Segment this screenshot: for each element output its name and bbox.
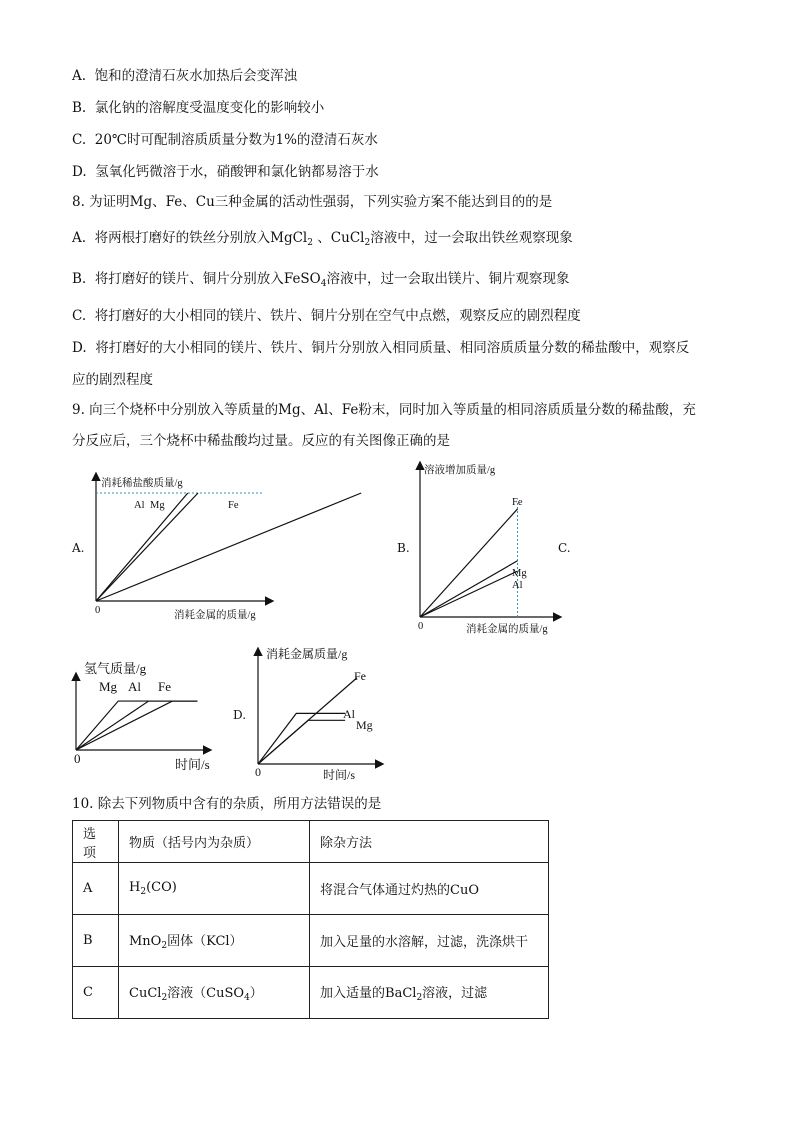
chart-d-series-al: [258, 713, 345, 764]
q9-stem-line1: 9. 向三个烧杯中分别放入等质量的Mg、Al、Fe粉末，同时加入等质量的相同溶质质量分数的稀盐酸，充: [72, 402, 696, 418]
chart-d-series-mg: [258, 720, 345, 764]
q9-option-c-label: C.: [558, 541, 571, 555]
row-option: A: [73, 863, 119, 915]
chart-d-ylabel: 消耗金属质量/g: [266, 647, 348, 661]
chart-b-origin: 0: [418, 621, 424, 632]
chart-b-series-mg: [420, 561, 518, 617]
chart-a-series-label-al: Al: [134, 500, 145, 511]
chart-c-origin: 0: [74, 751, 81, 766]
chart-d-origin: 0: [255, 765, 261, 779]
chart-a-ylabel: 消耗稀盐酸质量/g: [101, 478, 183, 489]
q8-option-d-line2: 应的剧烈程度: [72, 372, 153, 388]
q7-option-a: A. 饱和的澄清石灰水加热后会变浑浊: [72, 68, 298, 84]
chart-b-series-label-al: Al: [512, 580, 523, 591]
chart-a: [86, 468, 282, 622]
q8-option-d-line1: D. 将打磨好的大小相同的镁片、铁片、铜片分别放入相同质量、相同溶质质量分数的稀盐酸中，观察反: [72, 340, 690, 356]
chart-c-series-al: [76, 701, 197, 750]
q8-option-c: C. 将打磨好的大小相同的镁片、铁片、铜片分别在空气中点燃，观察反应的剧烈程度: [72, 308, 581, 324]
chart-d: [250, 644, 390, 784]
q8-option-a: A. 将两根打磨好的铁丝分别放入MgCl$_2$ 、CuCl$_2$溶液中，过一会取出铁丝观察现象: [72, 230, 573, 248]
chart-b: [410, 458, 570, 638]
header-cell: 除杂方法: [310, 821, 549, 863]
table-header-row: [73, 821, 549, 863]
chart-a-series-mg: [96, 493, 198, 601]
chart-d-series-label-fe: Fe: [354, 669, 366, 683]
row-option: C: [73, 967, 119, 1019]
chart-b-series-al: [420, 571, 518, 617]
q8-stem: 8. 为证明Mg、Fe、Cu三种金属的活动性强弱，下列实验方案不能达到目的的是: [72, 194, 553, 210]
row-method: 加入足量的水溶解，过滤，洗涤烘干: [310, 915, 549, 967]
chart-b-xlabel: 消耗金属的质量/g: [466, 624, 548, 635]
header-cell: 选项: [73, 821, 119, 863]
row-option: B: [73, 915, 119, 967]
row-substance: CuCl$_2$溶液（CuSO$_4$）: [119, 967, 310, 1019]
row-method: 加入适量的BaCl$_2$溶液，过滤: [310, 967, 549, 1019]
q9-option-b-label: B.: [397, 541, 410, 555]
chart-b-series-label-fe: Fe: [512, 497, 523, 508]
row-substance: MnO$_2$固体（KCl）: [119, 915, 310, 967]
chart-b-series-label-mg: Mg: [512, 568, 527, 579]
chart-a-series-label-mg: Mg: [150, 500, 165, 511]
chart-d-series-label-al: Al: [343, 707, 355, 721]
q9-option-d-label: D.: [233, 708, 247, 722]
table-row: [73, 863, 549, 915]
row-method: 将混合气体通过灼热的CuO: [310, 863, 549, 915]
chart-d-series-label-mg: Mg: [356, 718, 373, 732]
row-substance: $H_2(CO)$: [119, 863, 310, 915]
q9-option-a-label: A.: [72, 541, 85, 555]
chart-a-series-label-fe: Fe: [228, 500, 239, 511]
chart-a-origin: 0: [95, 605, 101, 616]
chart-d-xlabel: 时间/s: [323, 768, 356, 782]
chart-c: [68, 652, 218, 774]
chart-a-xlabel: 消耗金属的质量/g: [174, 610, 256, 621]
chart-c-xlabel: 时间/s: [175, 757, 210, 772]
chart-c-series-label-al: Al: [128, 679, 141, 694]
q7-option-c: C. 20℃时可配制溶质质量分数为1%的澄清石灰水: [72, 132, 378, 148]
q7-option-d: D. 氢氧化钙微溶于水，硝酸钾和氯化钠都易溶于水: [72, 164, 379, 180]
q10-table: [72, 820, 549, 1019]
chart-c-series-label-fe: Fe: [158, 679, 171, 694]
table-row: [73, 915, 549, 967]
table-row: [73, 967, 549, 1019]
chart-b-series-fe: [420, 509, 518, 617]
header-cell: 物质（括号内为杂质）: [119, 821, 310, 863]
q9-stem-line2: 分反应后，三个烧杯中稀盐酸均过量。反应的有关图像正确的是: [72, 433, 450, 449]
chart-c-series-label-mg: Mg: [99, 679, 118, 694]
q10-stem: 10. 除去下列物质中含有的杂质，所用方法错误的是: [72, 796, 382, 812]
q7-option-b: B. 氯化钠的溶解度受温度变化的影响较小: [72, 100, 325, 116]
chart-b-ylabel: 溶液增加质量/g: [424, 465, 496, 476]
chart-c-ylabel: 氢气质量/g: [84, 661, 147, 676]
q8-option-b: B. 将打磨好的镁片、铜片分别放入FeSO$_4$溶液中，过一会取出镁片、铜片观察现象: [72, 271, 570, 289]
